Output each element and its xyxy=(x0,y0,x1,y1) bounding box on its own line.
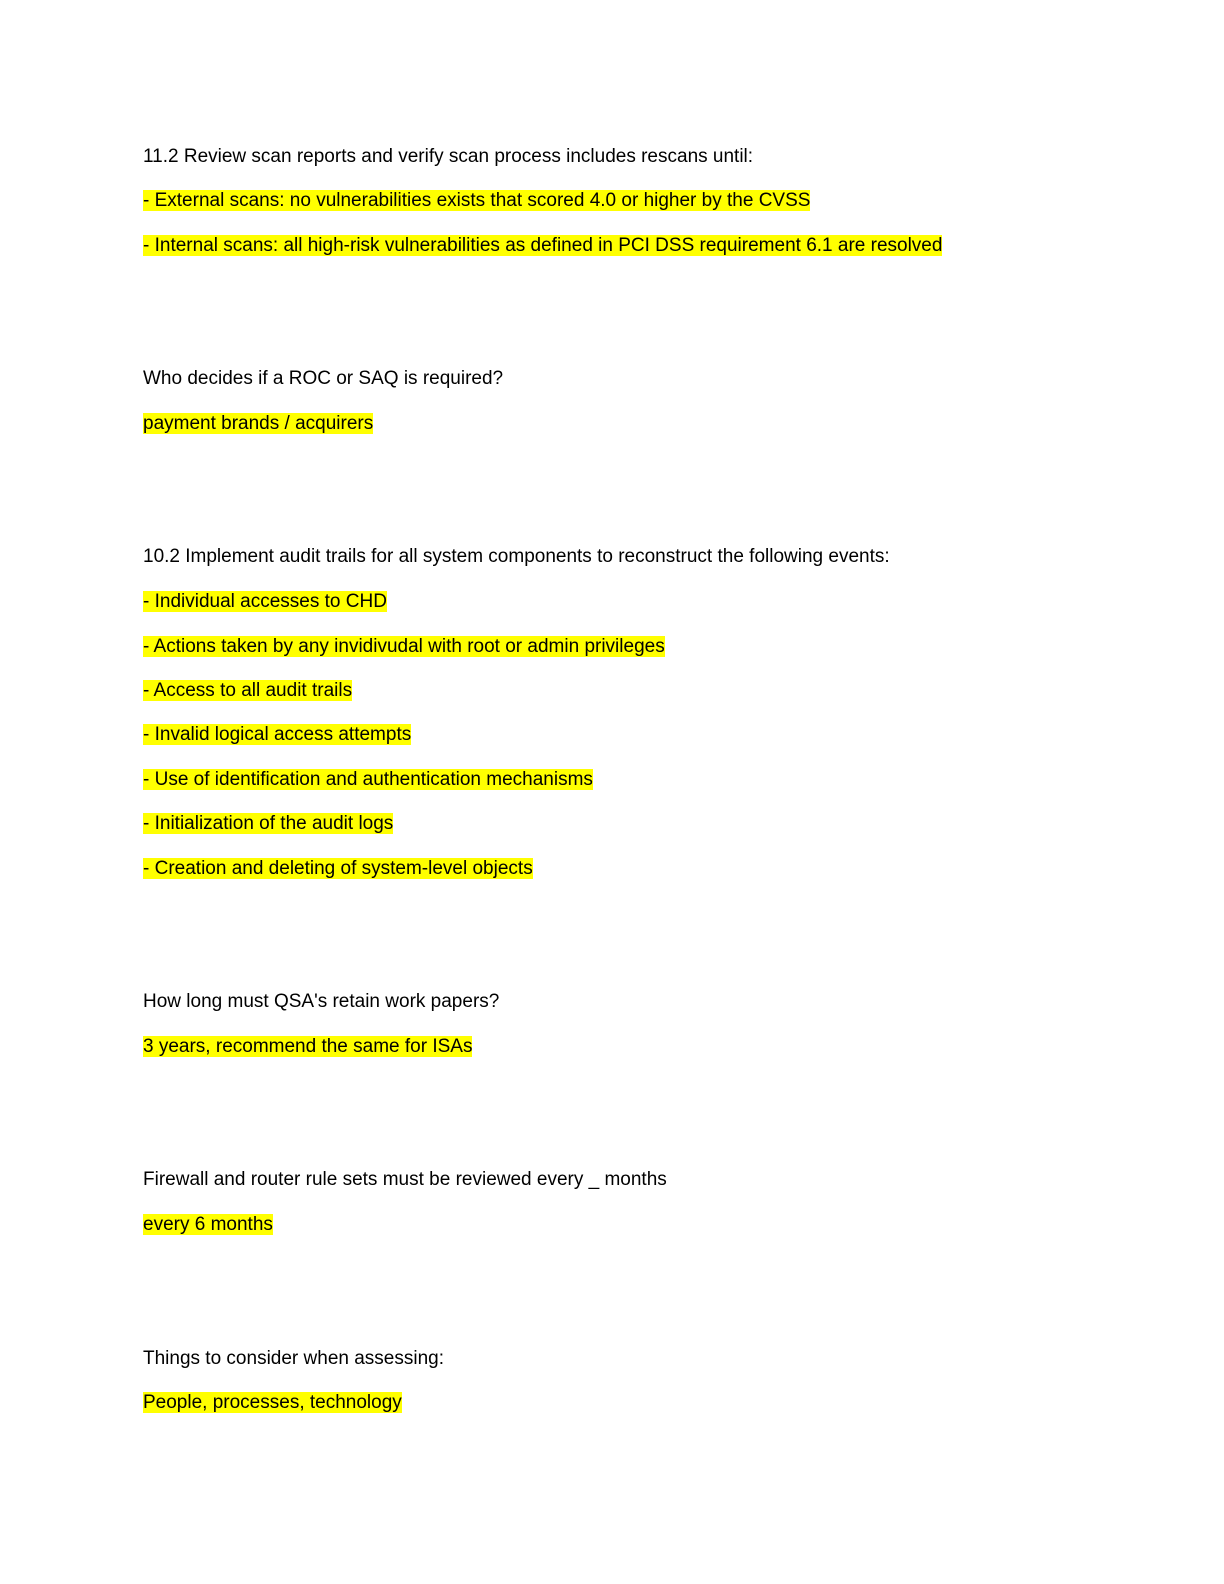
answer-line xyxy=(143,678,352,704)
highlighted-answer: - Actions taken by any invidivudal with root or admin privileges xyxy=(143,636,665,657)
highlighted-answer: - Creation and deleting of system-level objects xyxy=(143,858,533,879)
answer-line xyxy=(143,1390,402,1416)
answer-line xyxy=(143,634,665,660)
answer-line xyxy=(143,589,387,615)
highlighted-answer: 3 years, recommend the same for ISAs xyxy=(143,1036,473,1057)
answer-line xyxy=(143,722,411,748)
answer-line xyxy=(143,1212,273,1238)
highlighted-answer: - Use of identification and authentication mechanisms xyxy=(143,769,593,790)
highlighted-answer: - Internal scans: all high-risk vulnerabilities as defined in PCI DSS requirement 6.1 are resolved xyxy=(143,235,943,256)
question-text: Firewall and router rule sets must be reviewed every _ months xyxy=(143,1169,667,1190)
answer-line xyxy=(143,411,373,437)
answer-line xyxy=(143,811,393,837)
question-text: 10.2 Implement audit trails for all system components to reconstruct the following events: xyxy=(143,546,890,567)
highlighted-answer: People, processes, technology xyxy=(143,1392,402,1413)
answer-line xyxy=(143,767,593,793)
highlighted-answer: - Initialization of the audit logs xyxy=(143,813,394,834)
question-text: How long must QSA's retain work papers? xyxy=(143,991,500,1012)
question-text: Things to consider when assessing: xyxy=(143,1348,444,1369)
highlighted-answer: - External scans: no vulnerabilities exists that scored 4.0 or higher by the CVSS xyxy=(143,190,811,211)
answer-line xyxy=(143,233,942,259)
answer-line xyxy=(143,856,533,882)
answer-line xyxy=(143,188,810,214)
answer-line xyxy=(143,1034,472,1060)
highlighted-answer: every 6 months xyxy=(143,1214,273,1235)
question-text: Who decides if a ROC or SAQ is required? xyxy=(143,368,504,389)
highlighted-answer: - Individual accesses to CHD xyxy=(143,591,387,612)
question-text: 11.2 Review scan reports and verify scan process includes rescans until: xyxy=(143,146,754,167)
highlighted-answer: payment brands / acquirers xyxy=(143,413,374,434)
highlighted-answer: - Invalid logical access attempts xyxy=(143,724,412,745)
highlighted-answer: - Access to all audit trails xyxy=(143,680,353,701)
